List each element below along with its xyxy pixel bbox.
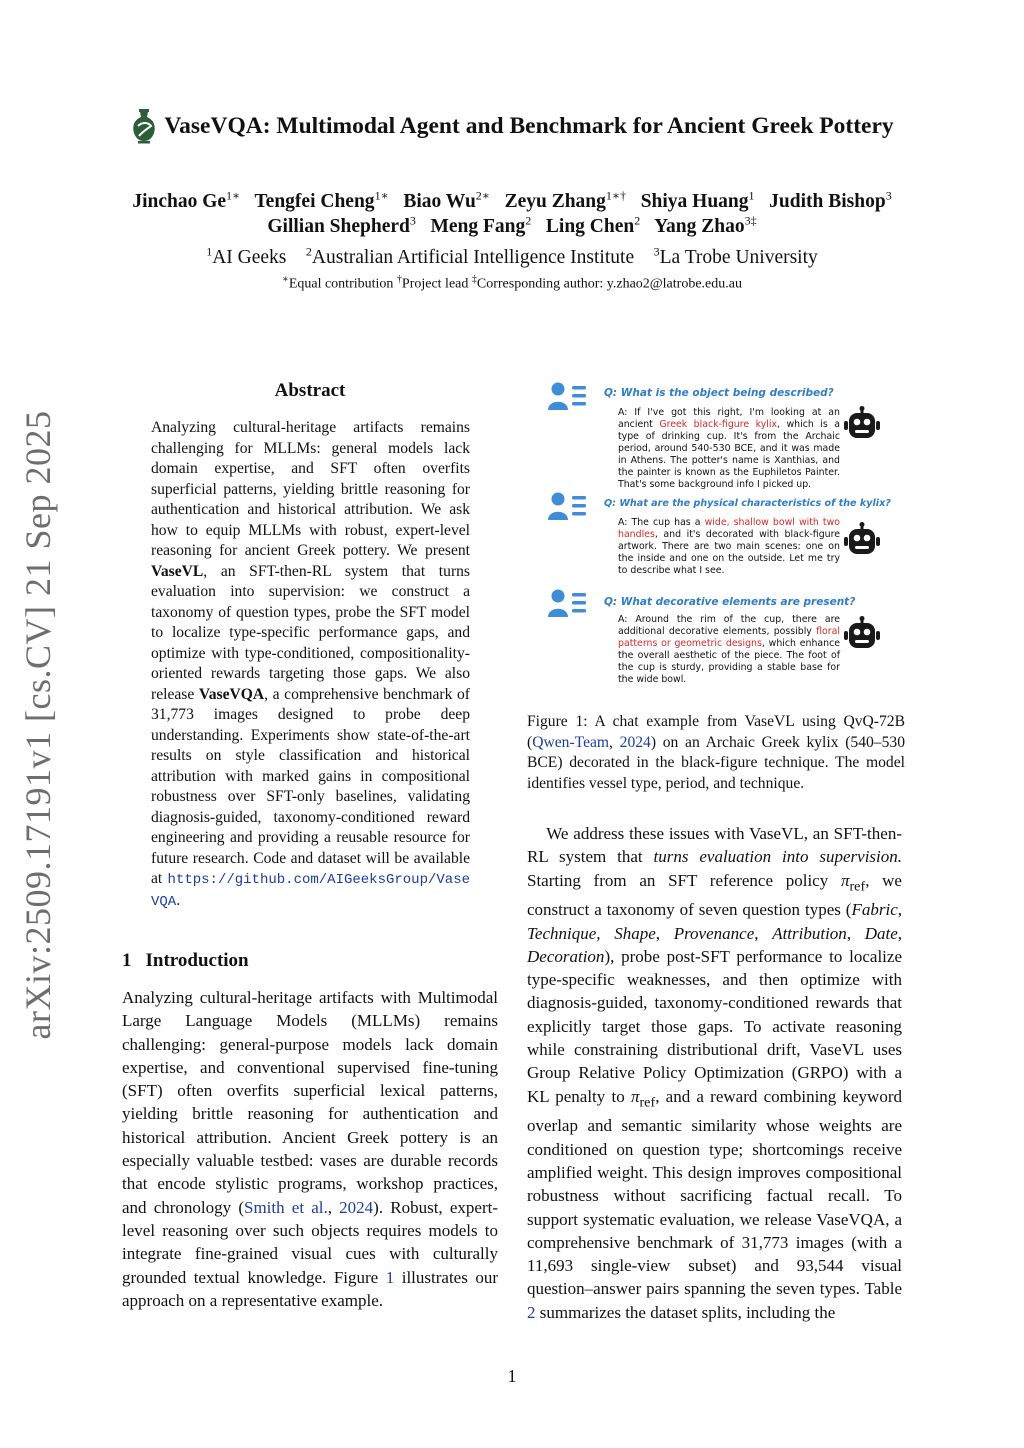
question-2: Q: What are the physical characteristics of the kylix?	[604, 498, 891, 509]
citation-year-link[interactable]: 2024	[619, 733, 651, 751]
github-link[interactable]: https://github.com/AIGeeksGroup/VaseVQA	[151, 872, 470, 910]
affiliation: $^3$La Trobe University	[653, 244, 818, 268]
author: Judith Bishop$^3$	[769, 188, 892, 212]
title-row	[0, 108, 1024, 144]
affiliation: $^2$Australian Artificial Intelligence Institute	[305, 244, 635, 268]
user-icon	[548, 491, 588, 521]
figure-ref-link[interactable]: 1	[385, 1267, 395, 1287]
citation-link[interactable]: Smith et al.	[243, 1197, 328, 1217]
authors-row-2	[0, 213, 1024, 238]
author: Jinchao $Ge^{1∗}$	[132, 188, 241, 212]
vase-logo-icon	[130, 108, 158, 144]
robot-icon	[844, 522, 880, 558]
affiliation: $^1$AI Geeks	[206, 244, 287, 268]
author: Biao $Wu^{2∗}$	[403, 188, 490, 212]
author-notes: ∗Equal contribution †Project lead ‡Corresponding author: y.zhao2@latrobe.edu.au	[282, 274, 742, 292]
answer-1: A: If I've got this right, I'm looking at an ancient Greek black-figure kylix, which is a type of drinking cup. It's from the Archaic period, around 540-530 BCE, and it was made in Athens. The potter's name is Xanthias, and the painter is known as the Euphiletos Painter. That's some background info I picked up.	[618, 407, 840, 490]
author: Meng Fang$^2$	[430, 213, 532, 237]
authors-row-1	[0, 188, 1024, 213]
author: Ling Chen$^2$	[545, 213, 641, 237]
user-icon	[548, 381, 588, 411]
paper-title: VaseVQA: Multimodal Agent and Benchmark for Ancient Greek Pottery	[164, 112, 894, 139]
answer-3: A: Around the rim of the cup, there are additional decorative elements, possibly floral patterns or geometric designs, which enhance the overall aesthetic of the piece. The foot of the cup is sturdy, providing a stable base for the wide bowl.	[618, 614, 840, 685]
intro-paragraph-1: Analyzing cultural-heritage artifacts with Multimodal Large Language Models (MLLMs) remains challenging: general-purpose models lack domain expertise, and conventional supervised fine-tuning (SFT) often overfits superficial lexical patterns, yielding brittle reasoning for authentication and historical attribution. Ancient Greek pottery is an especially valuable testbed: vases are durable records that encode stylistic programs, workshop practices, and chronology (Smith et al., 2024). Robust, expert-level reasoning over such objects requires models to integrate fine-grained visual cues with culturally grounded textual knowledge. Figure 1 illustrates our approach on a representative example.	[122, 988, 498, 1310]
question-3: Q: What decorative elements are present?	[604, 596, 856, 608]
citation-link[interactable]: Qwen-Team	[532, 733, 610, 751]
user-icon	[548, 588, 588, 618]
table-ref-link[interactable]: 2	[527, 1302, 536, 1322]
author: Yang Zhao$^{3\ddagger}$	[654, 213, 757, 237]
arxiv-sidebar	[14, 410, 62, 1040]
author: Zeyu Zhang$^{1∗\dagger}$	[504, 188, 627, 212]
author: Gillian Shepherd$^3$	[267, 213, 416, 237]
author: Tengfei Cheng$^{1∗}$	[254, 188, 389, 212]
answer-2: A: The cup has a wide, shallow bowl with two handles, and it's decorated with black-figure artwork. There are two main scenes: one on the inside and one on the outside. Let me try to describe what I see.	[618, 517, 840, 576]
question-1: Q: What is the object being described?	[604, 387, 834, 399]
page-number: 1	[507, 1366, 517, 1386]
figure-1-chat	[548, 378, 908, 698]
section-heading: 1 Introduction	[122, 950, 249, 971]
arxiv-id: arXiv:2509.17191v1 [cs.CV] 21 Sep 2025	[18, 410, 58, 1040]
affiliations	[0, 244, 1024, 269]
intro-paragraph-2: We address these issues with VaseVL, an SFT-then-RL system that turns evaluation into supervision. Starting from an SFT reference policy $\pi_{ref}$, we construct a taxonomy of seven question types (Fabric, Technique, Shape, Provenance, Attribution, Date, Decoration), probe post-SFT performance to localize type-specific weaknesses, and then optimize with diagnosis-guided, taxonomy-conditioned rewards that explicitly target those gaps. To activate reasoning while constraining distributional drift, VaseVL uses Group Relative Policy Optimization (GRPO) with a KL penalty to $\pi_{ref}$, and a reward combining keyword overlap and semantic similarity whose weights are conditioned on question type; shortcomings receive amplified weight. This design improves compositional robustness without sacrificing factual recall. To support systematic evaluation, we release VaseVQA, a comprehensive benchmark of 31,773 images (with a 11,693 single-view subset) and 93,544 visual question–answer pairs spanning the seven types. Table 2 summarizes the dataset splits, including the	[527, 824, 903, 1322]
author: Shiya Huang$^1$	[640, 188, 755, 212]
citation-year-link[interactable]: 2024	[339, 1197, 374, 1217]
robot-icon	[844, 616, 880, 652]
figure-1-caption: Figure 1: A chat example from VaseVL using QvQ-72B (Qwen-Team, 2024) on an Archaic Greek kylix (540–530 BCE) decorated in the black-figure technique. The model identifies vessel type, period, and technique.	[527, 713, 905, 792]
abstract-heading: Abstract	[274, 380, 346, 401]
abstract-body: Analyzing cultural-heritage artifacts remains challenging for MLLMs: general models lack domain expertise, and SFT often overfits superficial patterns, yielding brittle reasoning for authentication and historical attribution. We ask how to equip MLLMs with robust, expert-level reasoning for ancient Greek pottery. We present VaseVL, an SFT-then-RL system that turns evaluation into supervision: we construct a taxonomy of question types, probe the SFT model to localize type-specific performance gaps, and optimize with type-conditioned, compositionality-oriented rewards targeting those gaps. We also release VaseVQA, a comprehensive benchmark of 31,773 images designed to probe deep understanding. Experiments show state-of-the-art results on style classification and historical attribution with marked gains in compositional robustness over SFT-only baselines, validating diagnosis-guided, taxonomy-conditioned reward engineering and providing a reusable resource for future research. Code and dataset will be available at https://github.com/AIGeeksGroup/VaseVQA.	[151, 419, 470, 910]
robot-icon	[844, 406, 880, 442]
